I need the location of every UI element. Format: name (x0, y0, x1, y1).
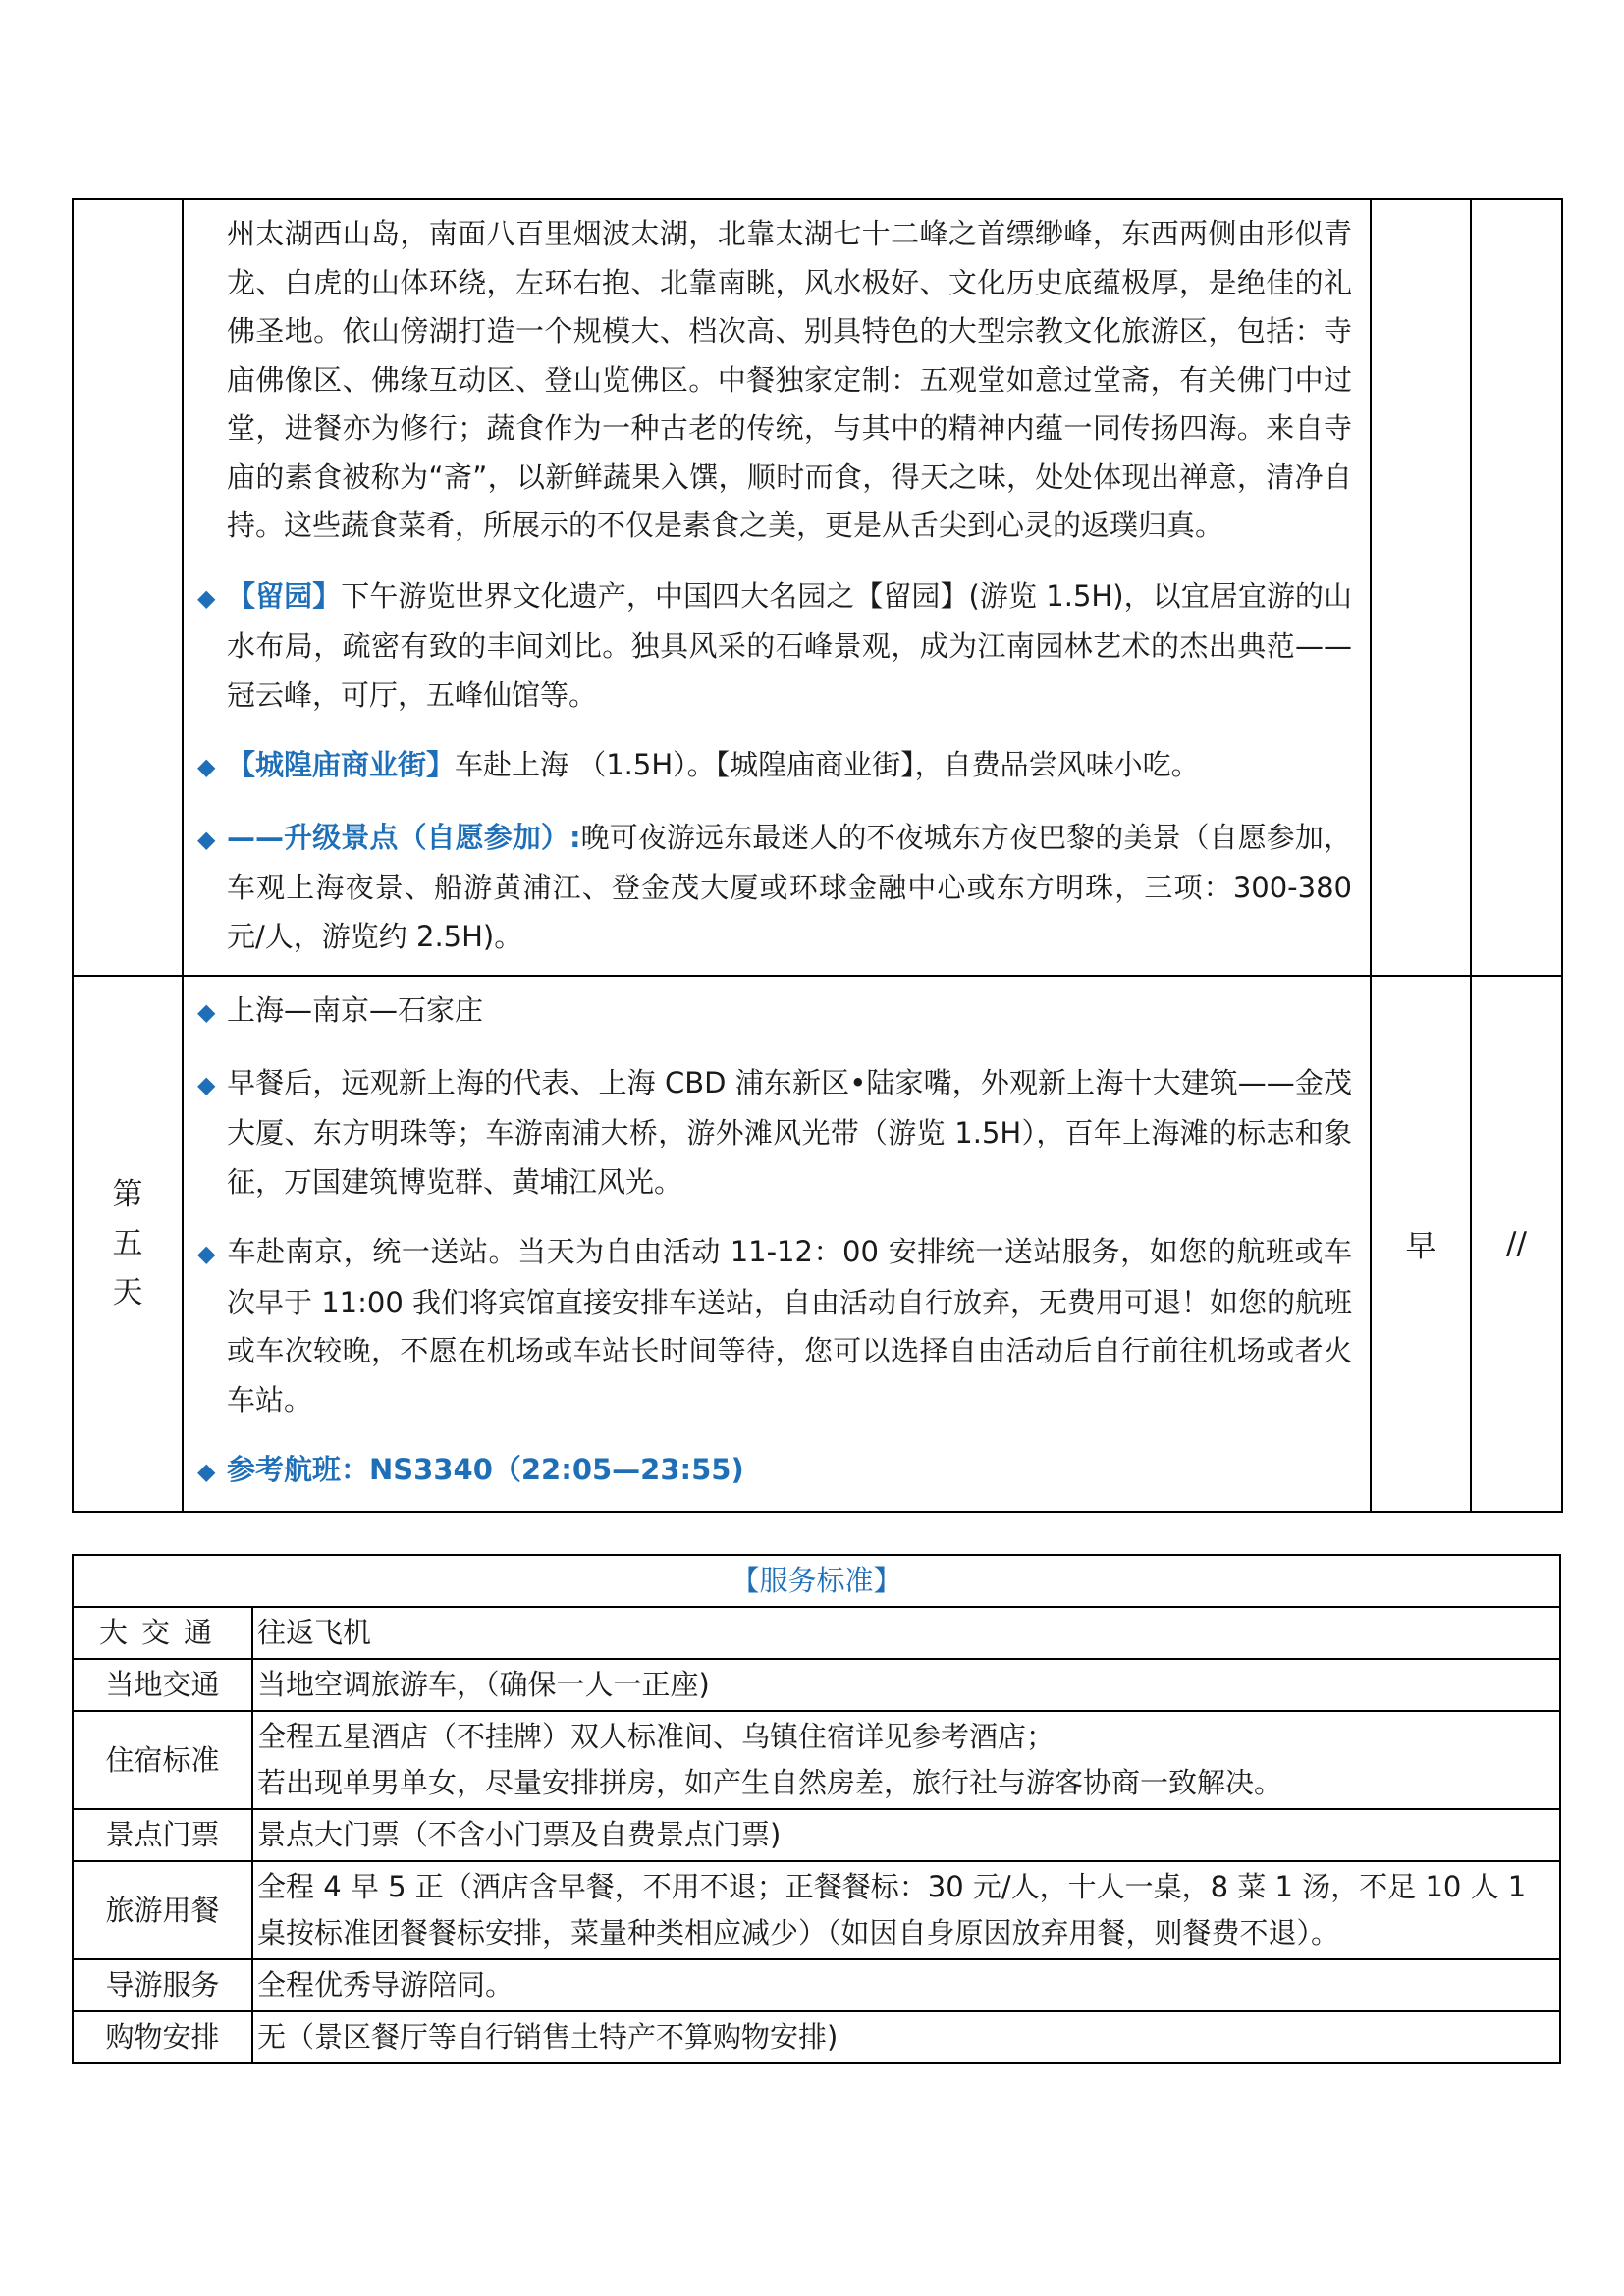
service-value-line: 桌按标准团餐餐标安排，菜量种类相应减少）（如因自身原因放弃用餐，则餐费不退）。 (257, 1916, 1340, 1949)
service-value-line: 若出现单男单女，尽量安排拼房，如产生自然房差，旅行社与游客协商一致解决。 (257, 1766, 1283, 1799)
day5-flight-item (197, 1446, 1352, 1497)
diamond-bullet-icon: ◆ (197, 1240, 216, 1267)
day4-intro-paragraph: 州太湖西山岛，南面八百里烟波太湖，北靠太湖七十二峰之首缥缈峰，东西两侧由形似青龙、白虎的山体环绕，左环右抱、北靠南眺，风水极好、文化历史底蕴极厚，是绝佳的礼佛圣地。依山傍湖打造一个规模大、档次高、别具特色的大型宗教文化旅游区，包括：寺庙佛像区、佛缘互动区、登山览佛区。中餐独家定制：五观堂如意过堂斋，有关佛门中过堂，进餐亦为修行；蔬食作为一种古老的传统，与其中的精神内蕴一同传扬四海。来自寺庙的素食被称为“斋”，以新鲜蔬果入馔，顺时而食，得天之味，处处体现出禅意，清净自持。这些蔬食菜肴，所展示的不仅是素食之美，更是从舌尖到心灵的返璞归真。 (227, 217, 1352, 542)
liuyuan-title: 【留园】 (227, 578, 342, 613)
liuyuan-text: 下午游览世界文化遗产，中国四大名园之【留园】(游览 1.5H)，以宜居宜游的山水布局，疏密有致的丰间刘比。独具风采的石峰景观，成为江南园林艺术的杰出典范——冠云峰，可厅，五峰仙馆等。 (227, 578, 1352, 712)
service-label: 旅游用餐 (73, 1861, 252, 1959)
service-standard-table (72, 1554, 1561, 2064)
diamond-bullet-icon: ◆ (197, 998, 216, 1026)
upgrade-text: 晚可夜游远东最迷人的不夜城东方夜巴黎的美景（自愿参加，车观上海夜景、船游黄浦江、登金茂大厦或环球金融中心或东方明珠，三项：300-380 元/人，游览约 2.5H)。 (227, 820, 1352, 953)
day5-morning: 早餐后，远观新上海的代表、上海 CBD 浦东新区•陆家嘴，外观新上海十大建筑——金茂大厦、东方明珠等；车游南浦大桥，游外滩风光带（游览 1.5H），百年上海滩的标志和象征，万国建筑博览群、黄埔江风光。 (227, 1065, 1352, 1199)
day4-row (73, 199, 1562, 976)
day4-content-cell (183, 199, 1371, 976)
service-value-line: 全程 4 早 5 正（酒店含早餐，不用不退；正餐餐标：30 元/人，十人一桌，8 菜 1 汤，不足 10 人 1 (257, 1870, 1527, 1903)
service-title-row (73, 1555, 1560, 1607)
service-value-line: 当地空调旅游车，（确保一人一正座) (257, 1668, 710, 1701)
chenghuang-text: 车赴上海 （1.5H）。【城隍庙商业街】，自费品尝风味小吃。 (455, 748, 1200, 781)
service-row (73, 1711, 1560, 1809)
diamond-bullet-icon: ◆ (197, 1070, 216, 1098)
service-label: 住宿标准 (73, 1711, 252, 1809)
liuyuan-item (197, 572, 1352, 721)
diamond-bullet-icon: ◆ (197, 1458, 216, 1485)
service-value-line: 全程五星酒店（不挂牌）双人标准间、乌镇住宿详见参考酒店； (257, 1720, 1056, 1753)
service-row (73, 1861, 1560, 1959)
day5-hotel-cell: // (1471, 976, 1562, 1512)
day5-morning-item (197, 1059, 1352, 1207)
day5-transfer: 车赴南京，统一送站。当天为自由活动 11-12：00 安排统一送站服务，如您的航班或车次早于 11:00 我们将宾馆直接安排车送站，自由活动自行放弃，无费用可退！如您的航班或车次较晚，不愿在机场或车站长时间等待，您可以选择自由活动后自行前往机场或者火车站。 (227, 1235, 1353, 1416)
service-label: 大交通 (98, 1616, 226, 1649)
day5-flight: 参考航班：NS3340（22:05—23:55) (227, 1453, 744, 1486)
service-row (73, 2011, 1560, 2063)
itinerary-table (72, 198, 1563, 1513)
service-row (73, 1659, 1560, 1711)
service-value-line: 全程优秀导游陪同。 (257, 1968, 514, 2002)
day4-hotel-cell (1471, 199, 1562, 976)
day4-meal-cell (1371, 199, 1471, 976)
day5-row (73, 976, 1562, 1512)
upgrade-title: ——升级景点（自愿参加）: (227, 820, 581, 854)
day5-content-cell (183, 976, 1371, 1512)
day5-label: 第五天 (112, 1176, 143, 1310)
service-value-line: 景点大门票（不含小门票及自费景点门票) (257, 1818, 782, 1851)
day5-route: 上海—南京—石家庄 (227, 993, 484, 1027)
diamond-bullet-icon: ◆ (197, 583, 216, 612)
service-title: 【服务标准】 (73, 1555, 1560, 1607)
day4-label-cell (73, 199, 183, 976)
service-row (73, 1607, 1560, 1659)
service-row (73, 1809, 1560, 1861)
chenghuang-item (197, 741, 1352, 792)
service-value-line: 无（景区餐厅等自行销售土特产不算购物安排) (257, 2020, 839, 2054)
day5-transfer-item (197, 1228, 1352, 1424)
service-label: 景点门票 (73, 1809, 252, 1861)
diamond-bullet-icon: ◆ (197, 825, 216, 853)
service-value-line: 往返飞机 (257, 1616, 372, 1649)
service-row (73, 1959, 1560, 2011)
service-label: 当地交通 (73, 1659, 252, 1711)
day5-label-cell (73, 976, 183, 1512)
service-label: 购物安排 (73, 2011, 252, 2063)
day5-route-item (197, 987, 1352, 1038)
day5-meal-cell: 早 (1371, 976, 1471, 1512)
service-label: 导游服务 (73, 1959, 252, 2011)
upgrade-item (197, 814, 1352, 962)
chenghuang-title: 【城隍庙商业街】 (227, 748, 456, 781)
diamond-bullet-icon: ◆ (197, 753, 216, 780)
